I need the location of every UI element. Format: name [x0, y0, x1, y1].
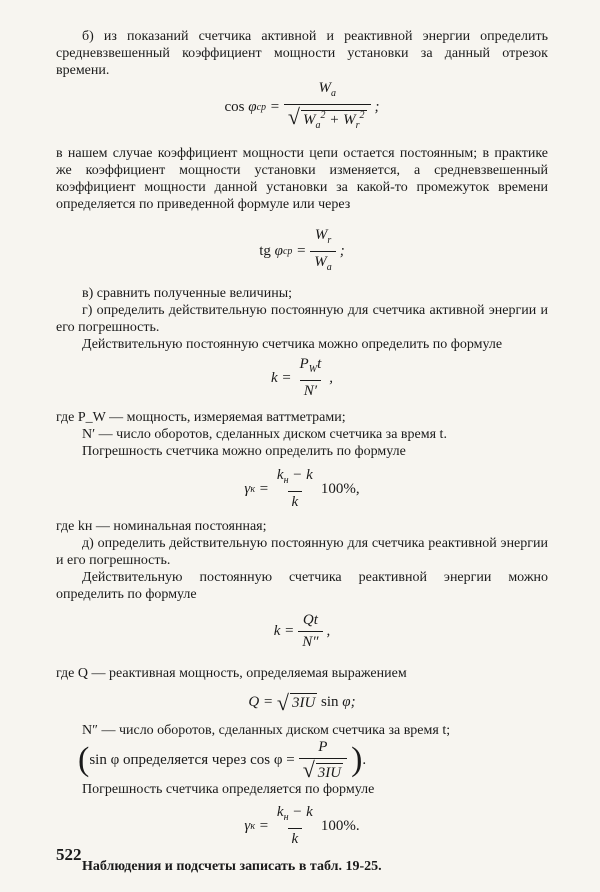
error-intro-text: Погрешность счетчика можно определить по формуле	[82, 444, 406, 459]
formula-q: Q = √ 3IU sin φ;	[248, 689, 356, 715]
formula-gamma-2: γ к = $\frac{k_н - k}{k}$ 100%.	[244, 804, 360, 847]
where-pw-text: где P_W — мощность, измеряемая ваттметрами;	[56, 410, 346, 425]
item-d-text: д) определить действительную постоянную для счетчика реактивной энергии и его погрешность.	[56, 536, 548, 568]
case-note-text: в нашем случае коэффициент мощности цепи остается постоянным; в практике же коэффициент мощности установки изменяется, а средневзвешенный коэффициент мощности данной установки за какой-то промежуток времени определяется по приведенной формуле или через	[56, 146, 548, 212]
formula-sin-note: ( sin φ определяется через cos φ = $\frac{P}{√ 3IU}$ ) .	[78, 738, 367, 782]
where-n2-text: N″ — число оборотов, сделанных диском счетчика за время t;	[82, 723, 451, 738]
where-n1-text: N′ — число оборотов, сделанных диском счетчика за время t.	[82, 427, 447, 442]
formula-tg-phi: tg φ ср = $\frac{W_r}{W_a}$ ;	[56, 229, 548, 273]
k2-intro-text: Действительную постоянную счетчика реактивной энергии можно определить по формуле	[56, 570, 548, 602]
final-note-text: Наблюдения и подсчеты записать в табл. 19-25.	[82, 859, 382, 874]
error2-intro-text: Погрешность счетчика определяется по формуле	[82, 782, 375, 797]
item-v-text: в) сравнить полученные величины;	[82, 286, 292, 301]
formula-gamma-1: γ к = $\frac{k_н - k}{k}$ 100%,	[244, 467, 360, 510]
sin-note-text: sin φ определяется через cos φ =	[89, 751, 295, 768]
page-number: 522	[56, 845, 82, 864]
k-intro-text: Действительную постоянную счетчика можно определить по формуле	[82, 337, 503, 352]
item-g-text: г) определить действительную постоянную для счетчика активной энергии и его погрешность.	[56, 303, 548, 335]
where-kn-text: где kн — номинальная постоянная;	[56, 519, 267, 534]
item-b-text: б) из показаний счетчика активной и реактивной энергии определить средневзвешенный коэффициент мощности установки за данный отрезок времени.	[56, 29, 548, 78]
formula-cos-phi: cos φ ср = $\frac{W_a}{√ W_a^2 + W_r^2}$ ;	[56, 79, 548, 135]
formula-k-reactive: k = $\frac{Qt}{N''}$ ,	[273, 611, 331, 650]
where-q-text: где Q — реактивная мощность, определяемая выражением	[56, 666, 407, 681]
formula-k-active: k = $\frac{P_Wt}{N'}$ ,	[271, 356, 333, 399]
